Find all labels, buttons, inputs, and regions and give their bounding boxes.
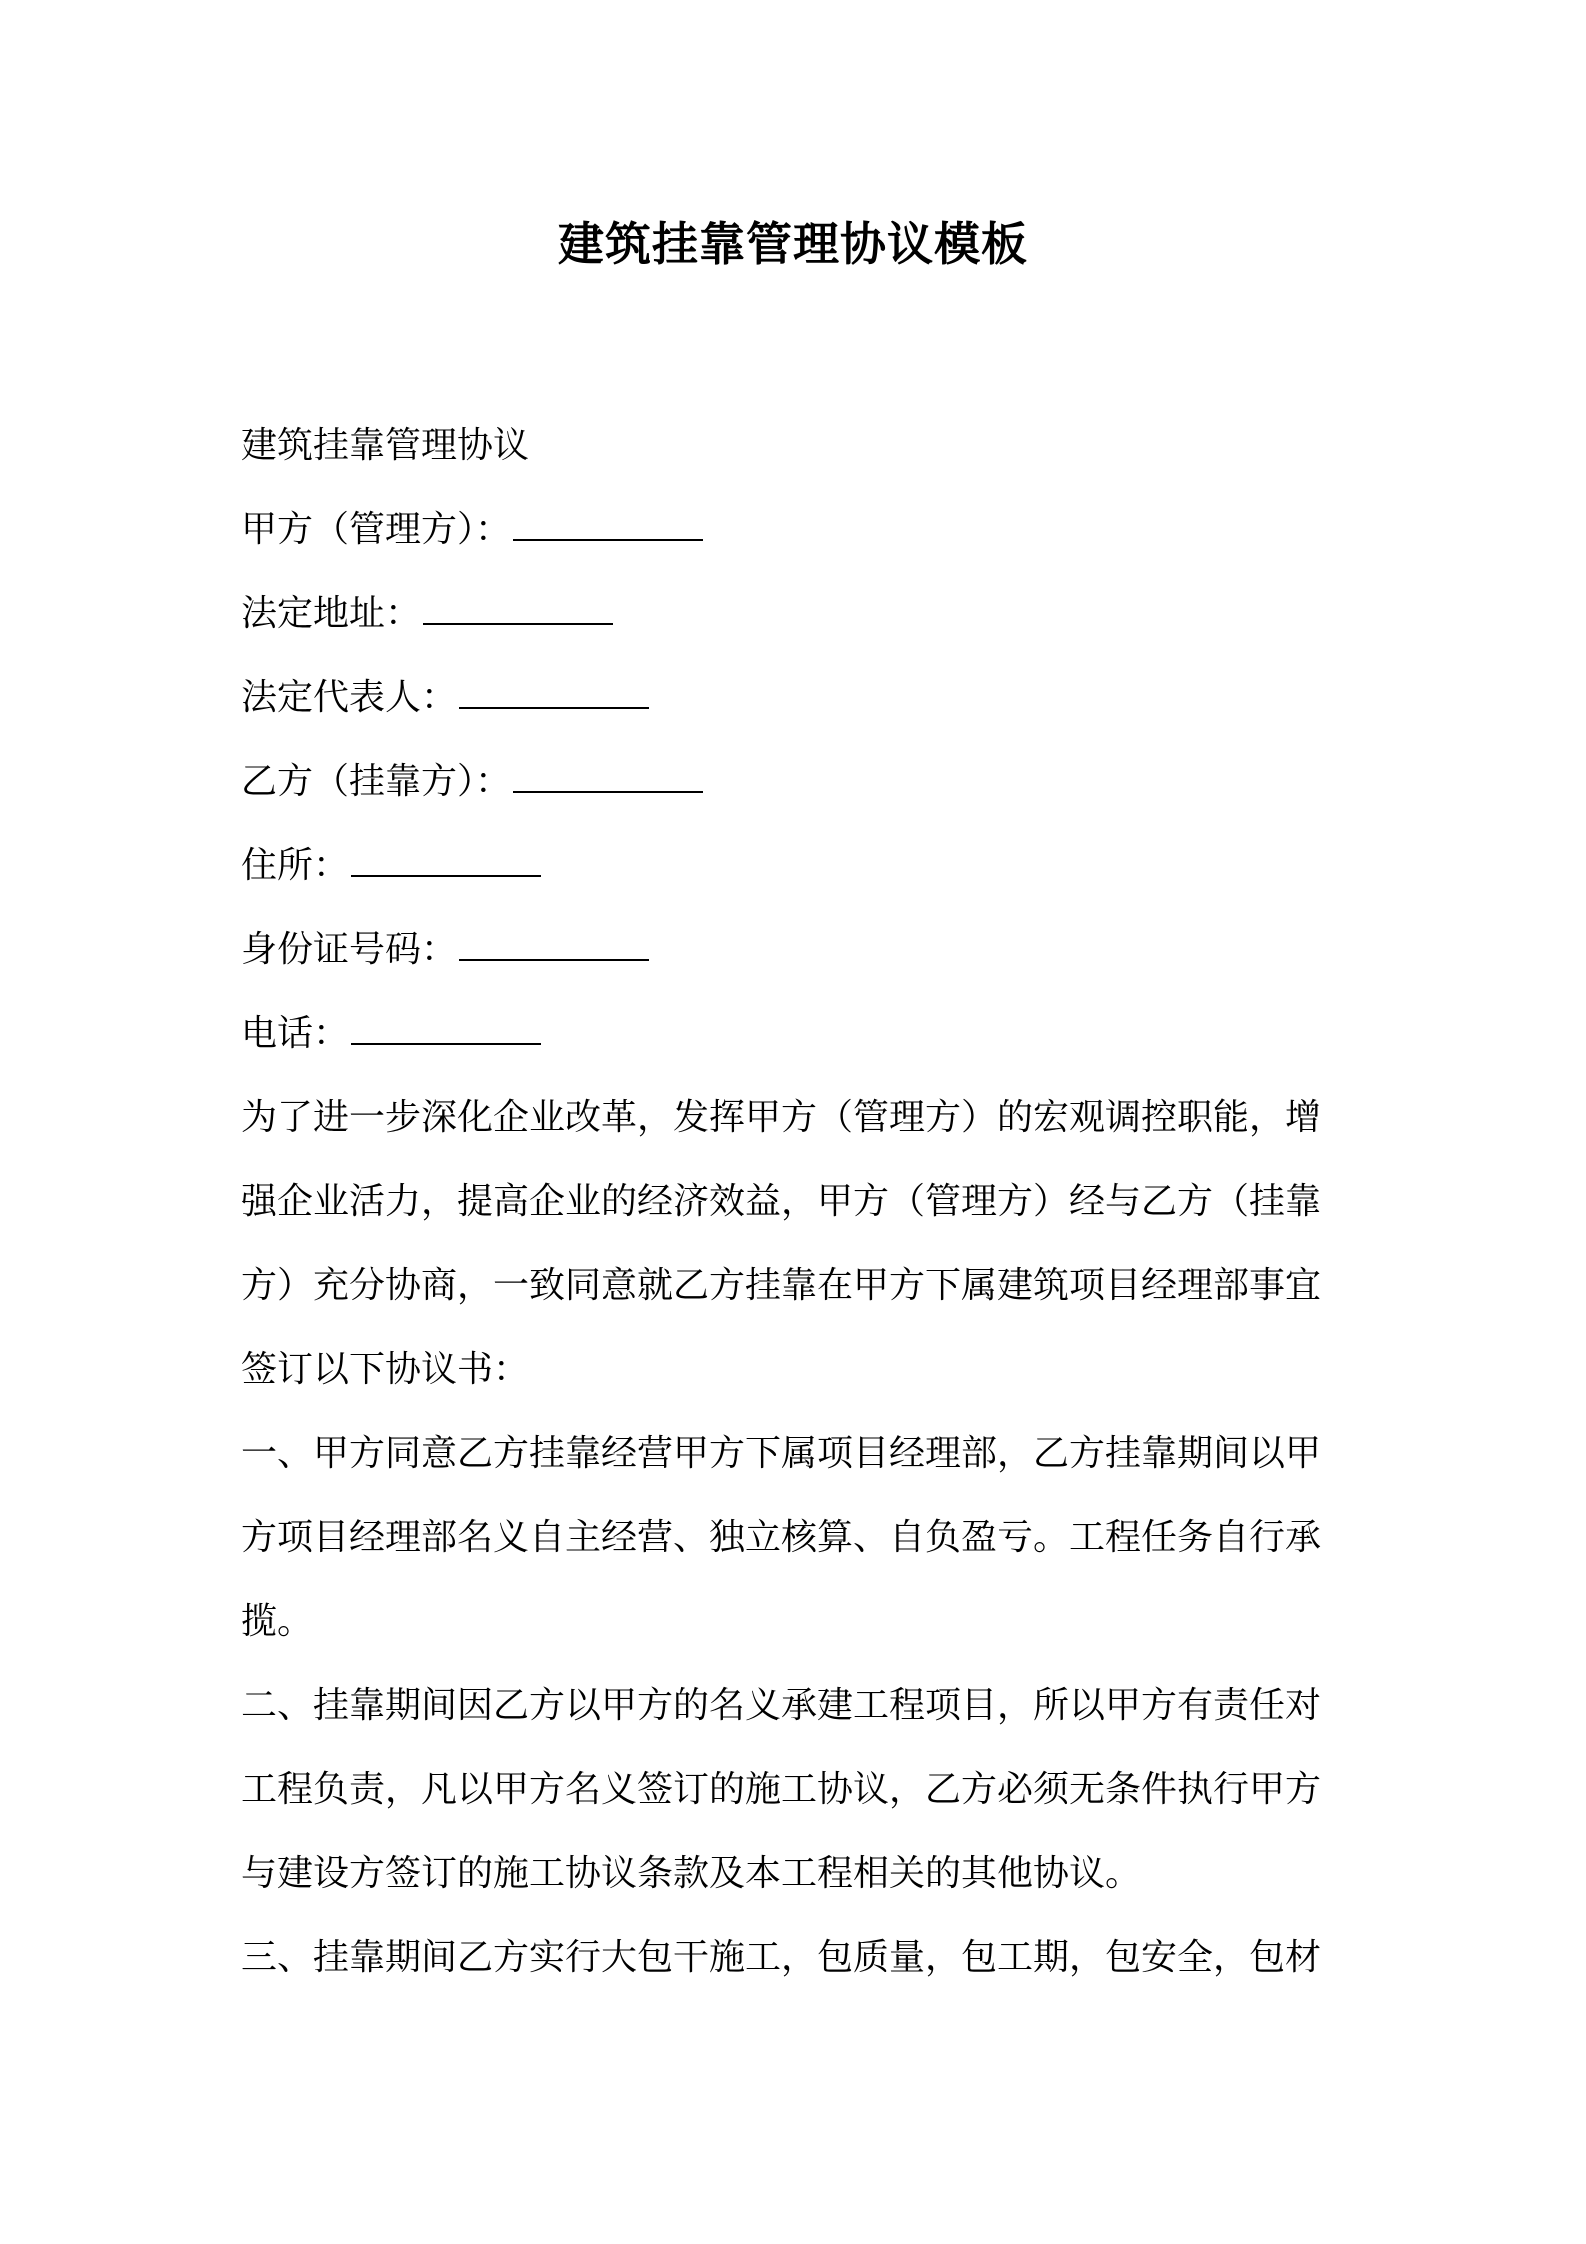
field-legal-representative bbox=[241, 656, 1351, 740]
clause-1-line: 揽。 bbox=[241, 1601, 314, 1642]
fill-in-blank bbox=[513, 501, 703, 541]
body-line: 签订以下协议书： bbox=[241, 1349, 530, 1390]
clause-3-line: 三、挂靠期间乙方实行大包干施工，包质量，包工期，包安全，包材 bbox=[241, 1937, 1322, 1978]
clause-1-line: 一、甲方同意乙方挂靠经营甲方下属项目经理部，乙方挂靠期间以甲 bbox=[241, 1433, 1322, 1474]
fill-in-blank bbox=[459, 669, 649, 709]
body-line: 强企业活力，提高企业的经济效益，甲方（管理方）经与乙方（挂靠 bbox=[241, 1181, 1322, 1222]
field-label: 乙方（挂靠方）： bbox=[241, 761, 512, 802]
clause-1-line: 方项目经理部名义自主经营、独立核算、自负盈亏。工程任务自行承 bbox=[241, 1517, 1322, 1558]
document-body bbox=[241, 404, 1351, 2000]
field-label: 住所： bbox=[241, 845, 350, 886]
field-label: 法定代表人： bbox=[241, 677, 458, 718]
field-id-number bbox=[241, 908, 1351, 992]
fill-in-blank bbox=[351, 1005, 541, 1045]
field-party-a bbox=[241, 488, 1351, 572]
body-line: 为了进一步深化企业改革，发挥甲方（管理方）的宏观调控职能，增 bbox=[241, 1097, 1322, 1138]
field-residence bbox=[241, 824, 1351, 908]
field-label: 电话： bbox=[241, 1013, 350, 1054]
clause-2-line: 二、挂靠期间因乙方以甲方的名义承建工程项目，所以甲方有责任对 bbox=[241, 1685, 1322, 1726]
fill-in-blank bbox=[513, 753, 703, 793]
body-line: 方）充分协商，一致同意就乙方挂靠在甲方下属建筑项目经理部事宜 bbox=[241, 1265, 1322, 1306]
clause-2-line: 工程负责，凡以甲方名义签订的施工协议，乙方必须无条件执行甲方 bbox=[241, 1769, 1322, 1810]
field-party-b bbox=[241, 740, 1351, 824]
fill-in-blank bbox=[351, 837, 541, 877]
field-label: 法定地址： bbox=[241, 593, 422, 634]
fill-in-blank bbox=[459, 921, 649, 961]
agreement-subtitle: 建筑挂靠管理协议 bbox=[241, 425, 530, 466]
document-title: 建筑挂靠管理协议模板 bbox=[558, 217, 1028, 271]
field-phone bbox=[241, 992, 1351, 1076]
field-legal-address bbox=[241, 572, 1351, 656]
field-label: 甲方（管理方）： bbox=[241, 509, 512, 550]
fill-in-blank bbox=[423, 585, 613, 625]
field-label: 身份证号码： bbox=[241, 929, 458, 970]
clause-2-line: 与建设方签订的施工协议条款及本工程相关的其他协议。 bbox=[241, 1853, 1142, 1894]
